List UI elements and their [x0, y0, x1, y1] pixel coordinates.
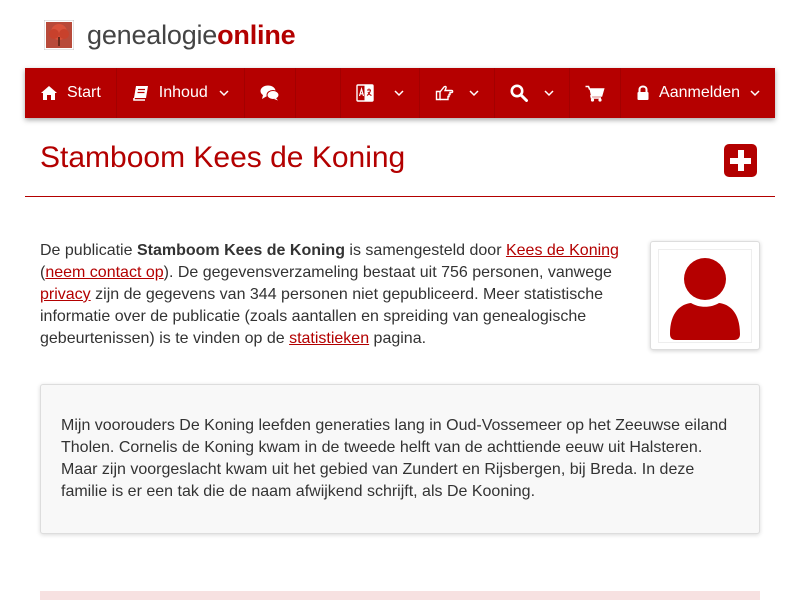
publication-intro — [40, 240, 625, 350]
page-title: Stamboom Kees de Koning — [40, 141, 406, 174]
person-icon — [659, 250, 751, 342]
site-name — [87, 20, 295, 50]
nav-inhoud-label: Inhoud — [158, 84, 208, 101]
nav-start[interactable] — [25, 68, 117, 118]
intro-text: De publicatie — [40, 242, 137, 259]
notice-bar — [40, 591, 760, 600]
intro-text: zijn de gegevens van 344 personen niet gepubliceerd. Meer statistische informatie over de publicatie (zoals aantallen en spreiding van genealogische gebeurtenissen) is te vinden op de — [40, 286, 604, 347]
chevron-down-icon — [219, 90, 229, 97]
intro-text: pagina. — [369, 330, 427, 347]
thumbs-up-icon — [435, 85, 455, 101]
nav-search[interactable] — [495, 68, 570, 118]
site-logo[interactable] — [44, 20, 295, 50]
description-text: Mijn voorouders De Koning leefden generaties lang in Oud-Vossemeer op het Zeeuwse eiland Tholen. Cornelis de Koning kwam in de tweede helft van de achttiende eeuw uit Halsteren. Maar zijn voorgeslacht kwam uit het gebied van Zundert en Rijsbergen, bij Breda. In deze familie is er een tak die de naam afwijkend schrijft, als De Kooning. — [61, 417, 728, 500]
translate-icon — [356, 84, 374, 102]
nav-start-label: Start — [67, 84, 101, 101]
main-nav — [25, 68, 775, 118]
home-icon — [40, 85, 58, 101]
logo-text-bold: online — [217, 20, 296, 50]
publication-description — [40, 384, 760, 534]
search-icon — [510, 84, 528, 102]
nav-forum[interactable] — [245, 68, 296, 118]
logo-text-light: genealogie — [87, 20, 218, 50]
author-avatar[interactable] — [650, 241, 760, 350]
statistics-link[interactable]: statistieken — [289, 330, 370, 347]
title-divider — [25, 196, 775, 197]
book-icon — [132, 85, 150, 101]
author-link[interactable]: Kees de Koning — [505, 242, 619, 259]
nav-login[interactable] — [621, 68, 775, 118]
nav-share[interactable] — [420, 68, 495, 118]
nav-language[interactable] — [341, 68, 420, 118]
nav-cart[interactable] — [570, 68, 621, 118]
cart-icon — [585, 85, 605, 102]
plus-square-icon[interactable] — [724, 144, 757, 177]
intro-text: ). De gegevensverzameling bestaat uit 756 personen, vanwege — [163, 264, 612, 281]
intro-text: ( — [40, 264, 46, 281]
tree-logo-icon — [44, 20, 74, 50]
avatar-frame — [658, 249, 752, 343]
privacy-link[interactable]: privacy — [40, 286, 91, 303]
nav-spacer — [296, 68, 341, 118]
chevron-down-icon — [750, 90, 760, 97]
chevron-down-icon — [469, 90, 479, 97]
intro-text: is samengesteld door — [344, 242, 506, 259]
chat-icon — [260, 85, 280, 101]
chevron-down-icon — [394, 90, 404, 97]
publication-name: Stamboom Kees de Koning — [136, 242, 345, 259]
contact-link[interactable]: neem contact op — [45, 264, 164, 281]
chevron-down-icon — [544, 90, 554, 97]
lock-icon — [636, 85, 650, 101]
nav-inhoud[interactable] — [117, 68, 245, 118]
nav-login-label: Aanmelden — [659, 84, 740, 101]
